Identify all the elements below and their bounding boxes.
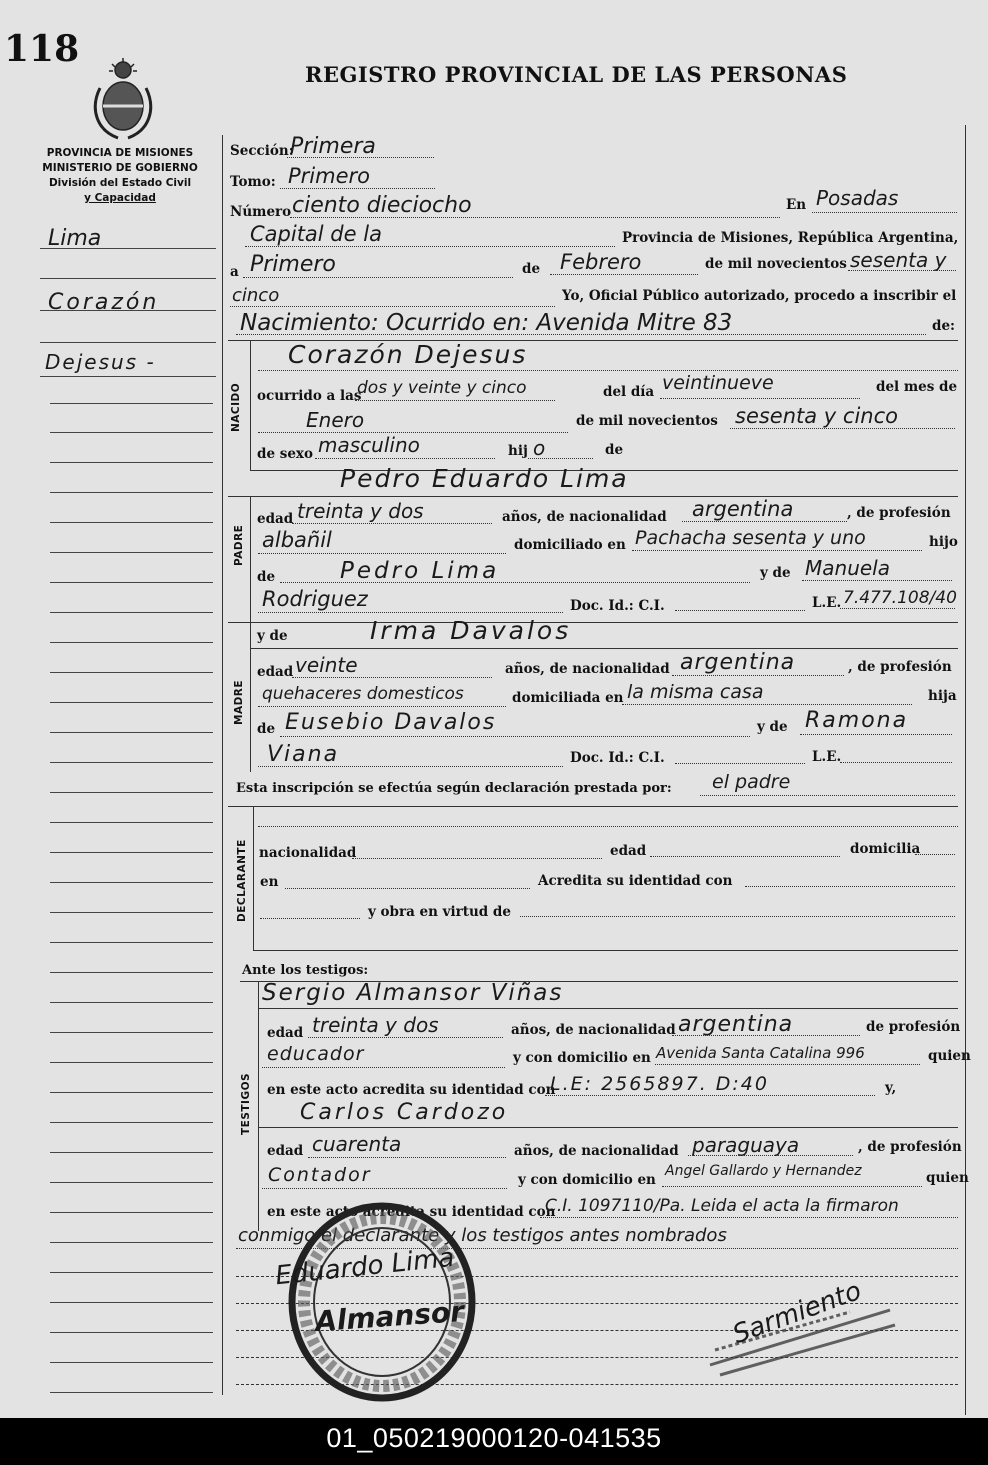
t2-nac-value: paraguaya — [692, 1133, 800, 1157]
declarante-acredita-label: Acredita su identidad con — [538, 873, 733, 889]
madre-mother-surname: Viana — [267, 742, 340, 767]
padre-doc-label: Doc. Id.: C.I. — [570, 598, 665, 614]
t1-edad-label: edad — [267, 1025, 304, 1041]
t2-dom-value: Angel Gallardo y Hernandez — [665, 1163, 862, 1179]
declarante-obra-label: y obra en virtud de — [368, 904, 511, 920]
madre-dom-value: la misma casa — [627, 681, 764, 703]
seccion-value: Primera — [290, 134, 376, 159]
t1-acredita-label: en este acto acredita su identidad con — [267, 1082, 556, 1098]
padre-name: Pedro Eduardo Lima — [340, 464, 629, 493]
margin-second-name: Dejesus - — [45, 350, 156, 374]
signature-3: Sarmiento — [728, 1275, 866, 1351]
madre-father-value: Eusebio Davalos — [285, 710, 497, 735]
declaracion-value: el padre — [712, 771, 791, 793]
padre-edad-value: treinta y dos — [297, 499, 424, 523]
capacity-line: y Capacidad — [84, 192, 156, 204]
padre-father-value: Pedro Lima — [340, 558, 500, 584]
numero-label: Número — [230, 204, 292, 220]
t1-doc-value: L.E: 2565897. D:40 — [550, 1073, 769, 1095]
footer-id: 01_050219000120-041535 — [0, 1418, 988, 1465]
t1-prof-label: de profesión — [866, 1019, 961, 1035]
madre-le-label: L.E. — [812, 749, 842, 765]
a-label: a — [230, 264, 239, 280]
nacido-mes-value: Enero — [306, 408, 365, 432]
mes-label: del mes de — [876, 379, 958, 395]
madre-de-label: de — [257, 721, 276, 737]
t2-prof-value: Contador — [268, 1164, 372, 1186]
testigo1-name: Sergio Almansor Viñas — [262, 980, 564, 1006]
madre-y-de2-label: y de — [757, 719, 788, 735]
margin-surname: Lima — [48, 226, 102, 251]
capital-value: Capital de la — [250, 222, 382, 246]
padre-mother-value: Manuela — [805, 556, 890, 580]
mil-text: de mil novecientos — [705, 256, 847, 272]
ministry-line: MINISTERIO DE GOBIERNO — [42, 162, 198, 174]
de-label: de — [522, 261, 541, 277]
declaracion-text: Esta inscripción se efectúa según declaración prestada por: — [236, 781, 672, 796]
padre-prof-label: , de profesión — [847, 505, 951, 521]
t1-nac-label: años, de nacionalidad — [511, 1022, 676, 1038]
t2-edad-value: cuarenta — [312, 1132, 402, 1156]
padre-de-label: de — [257, 569, 276, 585]
ocurrido-label: ocurrido a las — [257, 388, 362, 404]
t1-nac-value: argentina — [678, 1012, 794, 1037]
t2-acredita-label: en este acto acredita su identidad con — [267, 1204, 556, 1220]
testigo2-name: Carlos Cardozo — [300, 1100, 509, 1125]
madre-hija-label: hija — [928, 688, 957, 704]
madre-prof-label: , de profesión — [848, 659, 952, 675]
declarante-section-label: DECLARANTE — [236, 839, 248, 922]
division-line: División del Estado Civil — [48, 177, 192, 189]
madre-doc-label: Doc. Id.: C.I. — [570, 750, 665, 766]
dia-label: del día — [603, 384, 655, 400]
declarante-nac-label: nacionalidad — [259, 845, 357, 861]
a-value: Primero — [250, 252, 336, 277]
page-number: 118 — [4, 28, 80, 70]
t1-edad-value: treinta y dos — [312, 1013, 439, 1037]
declarante-edad-label: edad — [610, 843, 647, 859]
year-value: sesenta y — [850, 248, 947, 272]
padre-nac-label: años, de nacionalidad — [502, 509, 667, 525]
hora-value: dos y veinte y cinco — [357, 378, 527, 398]
madre-y-de-label: y de — [257, 628, 288, 644]
seccion-label: Sección: — [230, 143, 294, 159]
de-colon: de: — [932, 318, 956, 334]
declarante-en-label: en — [260, 874, 279, 890]
tomo-value: Primero — [288, 164, 370, 188]
t2-dom-label: y con domicilio en — [518, 1172, 656, 1188]
madre-name: Irma Davalos — [370, 616, 572, 645]
padre-dom-label: domiciliado en — [514, 537, 626, 553]
acto-value: Nacimiento: Ocurrido en: Avenida Mitre 83 — [240, 310, 733, 336]
hijo-label: hij — [508, 443, 528, 459]
padre-dom-value: Pachacha sesenta y uno — [635, 527, 866, 549]
madre-edad-value: veinte — [295, 653, 358, 677]
t1-prof-value: educador — [267, 1043, 365, 1065]
margin-first-name: Corazón — [48, 290, 160, 315]
t2-doc-value: C.I. 1097110/Pa. Leida el acta la firmaron — [545, 1196, 899, 1216]
t2-edad-label: edad — [267, 1143, 304, 1159]
sexo-value: masculino — [318, 433, 420, 457]
t2-quien-label: quien — [926, 1170, 969, 1186]
t1-dom-label: y con domicilio en — [513, 1050, 651, 1066]
nacido-section-label: NACIDO — [230, 382, 242, 432]
dia-value: veintinueve — [662, 372, 774, 394]
madre-nac-label: años, de nacionalidad — [505, 661, 670, 677]
provincia-text: Provincia de Misiones, República Argentina, — [622, 230, 959, 246]
padre-prof-value: albañil — [262, 528, 332, 552]
nacido-anio-value: sesenta y cinco — [735, 404, 898, 428]
madre-mother-value: Ramona — [805, 708, 909, 733]
testigos-section-label: TESTIGOS — [240, 1072, 252, 1135]
madre-nac-value: argentina — [680, 650, 796, 675]
nacido-name: Corazón Dejesus — [288, 340, 528, 369]
en-label: En — [786, 197, 807, 213]
t2-nac-label: años, de nacionalidad — [514, 1143, 679, 1159]
padre-le-label: L.E. — [812, 595, 842, 611]
padre-y-de-label: y de — [760, 565, 791, 581]
yo-text: Yo, Oficial Público autorizado, procedo a inscribir el — [562, 288, 957, 304]
document-title: REGISTRO PROVINCIAL DE LAS PERSONAS — [305, 62, 848, 87]
madre-edad-label: edad — [257, 664, 294, 680]
tomo-label: Tomo: — [230, 174, 276, 190]
madre-dom-label: domiciliada en — [512, 690, 624, 706]
padre-section-label: PADRE — [233, 524, 245, 566]
ante-testigos-label: Ante los testigos: — [242, 963, 369, 978]
numero-value: ciento dieciocho — [292, 193, 472, 218]
madre-prof-value: quehaceres domesticos — [262, 684, 464, 704]
t1-dom-value: Avenida Santa Catalina 996 — [656, 1044, 865, 1062]
en-value: Posadas — [816, 186, 899, 210]
t1-y-label: y, — [885, 1080, 897, 1096]
hijo-suffix: o — [533, 436, 546, 460]
mes-value: Febrero — [560, 250, 642, 274]
padre-le-value: 7.477.108/40 — [843, 588, 957, 608]
year-value-2: cinco — [232, 285, 280, 306]
province-block — [20, 146, 220, 206]
t2-prof-label: , de profesión — [858, 1139, 962, 1155]
nacido-mil-label: de mil novecientos — [576, 413, 718, 429]
madre-section-label: MADRE — [233, 679, 245, 725]
signature-2: Almansor — [314, 1294, 465, 1339]
signature-1: Eduardo Lima — [273, 1242, 456, 1292]
declarante-dom-label: domicilia — [850, 841, 921, 857]
padre-nac-value: argentina — [692, 497, 794, 521]
sexo-label: de sexo — [257, 446, 313, 462]
padre-mother-surname: Rodriguez — [262, 587, 368, 611]
padre-hijo-label: hijo — [929, 534, 958, 550]
nacido-de-label: de — [605, 442, 624, 458]
t1-quien-label: quien — [928, 1048, 971, 1064]
province-line: PROVINCIA DE MISIONES — [46, 147, 194, 159]
closing-text: conmigo el declarante y los testigos antes nombrados — [238, 1225, 727, 1246]
coat-of-arms-icon — [88, 58, 158, 140]
padre-edad-label: edad — [257, 511, 294, 527]
